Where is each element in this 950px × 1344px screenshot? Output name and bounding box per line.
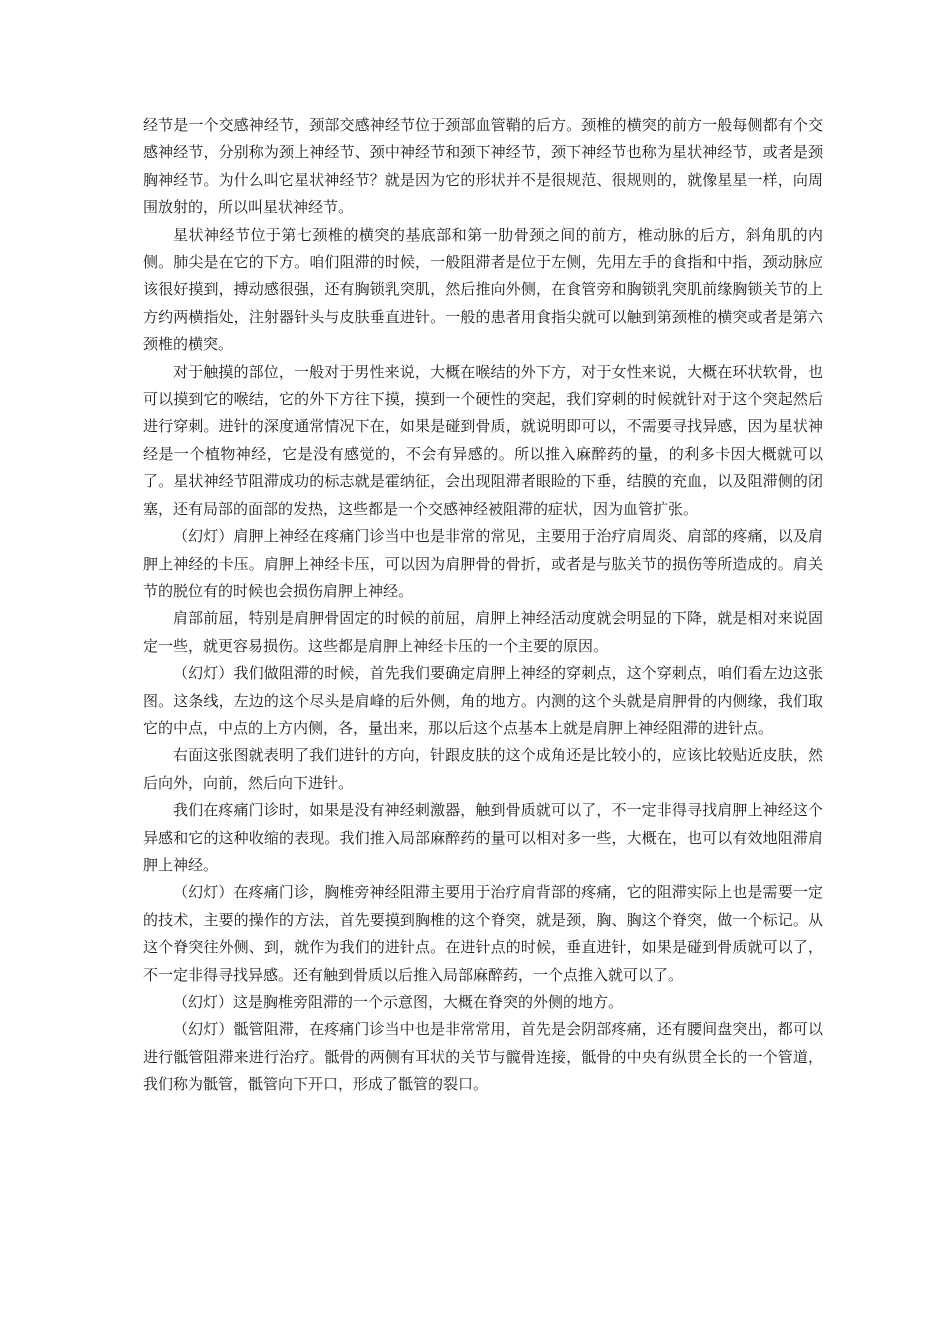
paragraph-1: 经节是一个交感神经节，颈部交感神经节位于颈部血管鞘的后方。颈椎的横突的前方一般每侧都有个交感神经节，分别称为颈上神经节、颈中神经节和颈下神经节，颈下神经节也称为星状神经节，或者是颈胸神经节。为什么叫它星状神经节？就是因为它的形状并不是很规范、很规则的，就像星星一样，向周围放射的，所以叫星状神经节。 — [143, 116, 823, 217]
paragraph-2: 星状神经节位于第七颈椎的横突的基底部和第一肋骨颈之间的前方，椎动脉的后方，斜角肌的内侧。肺尖是在它的下方。咱们阻滞的时候，一般阻滞者是位于左侧，先用左手的食指和中指，颈动脉应该很好摸到，搏动感很强，还有胸锁乳突肌，然后推向外侧，在食管旁和胸锁乳突肌前缘胸锁关节的上方约两横指处，注射器针头与皮肤垂直进针。一般的患者用食指尖就可以触到第颈椎的横突或者是第六颈椎的横突。 — [143, 225, 823, 354]
paragraph-4: （幻灯）肩胛上神经在疼痛门诊当中也是非常的常见，主要用于治疗肩周炎、肩部的疼痛，以及肩胛上神经的卡压。肩胛上神经卡压，可以因为肩胛骨的骨折，或者是与肱关节的损伤等所造成的。肩关节的脱位有的时候也会损伤肩胛上神经。 — [143, 527, 823, 600]
document-page — [143, 112, 823, 1099]
paragraph-10: （幻灯）这是胸椎旁阻滞的一个示意图，大概在脊突的外侧的地方。 — [173, 993, 624, 1011]
paragraph-11: （幻灯）骶管阻滞，在疼痛门诊当中也是非常常用，首先是会阴部疼痛，还有腰间盘突出，都可以进行骶管阻滞来进行治疗。骶骨的两侧有耳状的关节与髋骨连接，骶骨的中央有纵贯全长的一个管道，我们称为骶管，骶管向下开口，形成了骶管的裂口。 — [143, 1020, 823, 1094]
paragraph-8: 我们在疼痛门诊时，如果是没有神经刺激器，触到骨质就可以了，不一定非得寻找肩胛上神经这个异感和它的这种收缩的表现。我们推入局部麻醉药的量可以相对多一些，大概在，也可以有效地阻滞肩胛上神经。 — [143, 801, 823, 874]
paragraph-5: 肩部前屈，特别是肩胛骨固定的时候的前屈，肩胛上神经活动度就会明显的下降，就是相对来说固定一些，就更容易损伤。这些都是肩胛上神经卡压的一个主要的原因。 — [143, 609, 823, 655]
paragraph-6: （幻灯）我们做阻滞的时候，首先我们要确定肩胛上神经的穿刺点，这个穿刺点，咱们看左边这张图。这条线，左边的这个尽头是肩峰的后外侧，角的地方。内测的这个头就是肩胛骨的内侧缘，我们取它的中点，中点的上方内侧，各，量出来，那以后这个点基本上就是肩胛上神经阻滞的进针点。 — [143, 664, 823, 737]
paragraph-3: 对于触摸的部位，一般对于男性来说，大概在喉结的外下方，对于女性来说，大概在环状软骨，也可以摸到它的喉结，它的外下方往下摸，摸到一个硬性的突起，我们穿刺的时候就针对于这个突起然后进行穿刺。进针的深度通常情况下在，如果是碰到骨质，就说明即可以，不需要寻找异感，因为星状神经是一个植物神经，它是没有感觉的，不会有异感的。所以推入麻醉药的量，的利多卡因大概就可以了。星状神经节阻滞成功的标志就是霍纳征，会出现阻滞者眼睑的下垂，结膜的充血，以及阻滞侧的闭塞，还有局部的面部的发热，这些都是一个交感神经被阻滞的症状，因为血管扩张。 — [143, 362, 823, 518]
paragraph-7: 右面这张图就表明了我们进针的方向，针跟皮肤的这个成角还是比较小的，应该比较贴近皮肤，然后向外，向前，然后向下进针。 — [143, 746, 823, 792]
paragraph-9: （幻灯）在疼痛门诊，胸椎旁神经阻滞主要用于治疗肩背部的疼痛，它的阻滞实际上也是需要一定的技术，主要的操作的方法，首先要摸到胸椎的这个脊突，就是颈，胸、胸这个脊突，做一个标记。从这个脊突往外侧、到，就作为我们的进针点。在进针点的时候，垂直进针，如果是碰到骨质就可以了，不一定非得寻找异感。还有触到骨质以后推入局部麻醉药，一个点推入就可以了。 — [143, 883, 823, 984]
